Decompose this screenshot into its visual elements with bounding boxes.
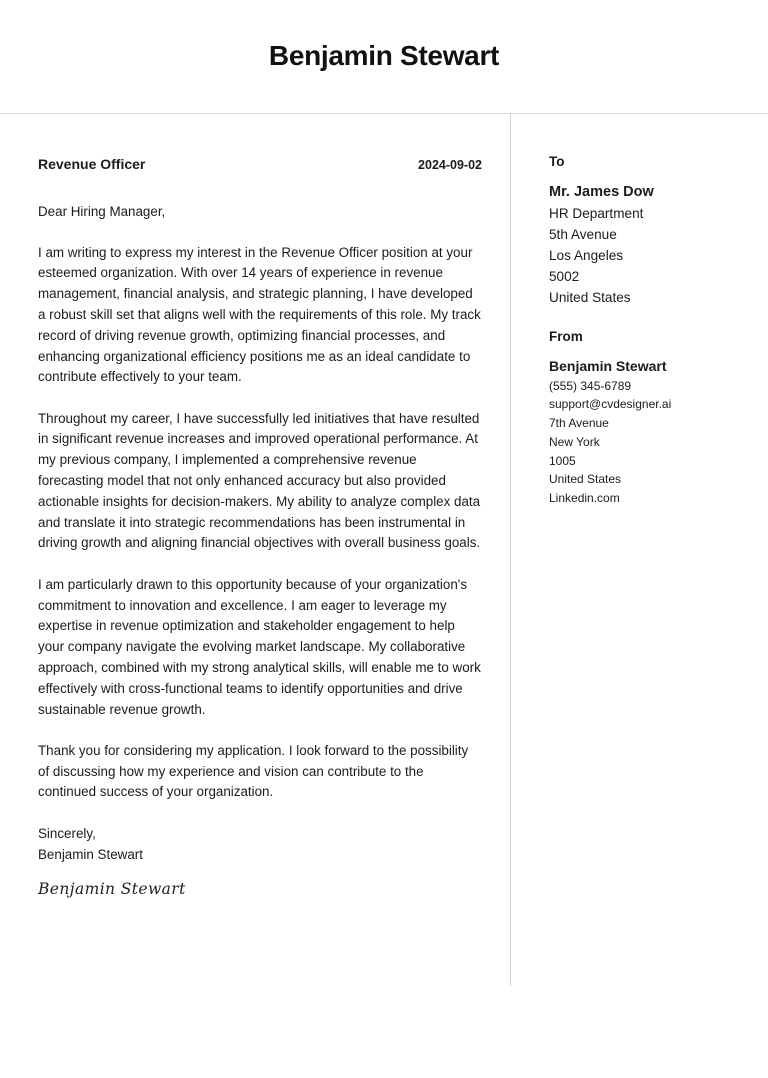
closing-name: Benjamin Stewart (38, 846, 143, 862)
signature: Benjamin Stewart (38, 880, 186, 899)
applicant-name: Benjamin Stewart (268, 40, 500, 71)
paragraph-4: Thank you for considering my application. I look forward to the possibility of discussing how my experience and vision can contribute to the continued success of your organization. (38, 742, 469, 800)
sender-phone: (555) 345-6789 (549, 378, 632, 393)
column-divider (510, 114, 511, 986)
recipient-department: HR Department (549, 205, 644, 221)
letter-date: 2024-09-02 (418, 158, 482, 172)
sender-street: 7th Avenue (549, 416, 609, 431)
closing: Sincerely, (38, 825, 96, 841)
greeting: Dear Hiring Manager, (38, 203, 166, 219)
recipient-country: United States (549, 289, 631, 305)
sender-country: United States (549, 472, 622, 487)
recipient-name: Mr. James Dow (549, 184, 654, 200)
letter-header (0, 0, 768, 114)
address-sidebar (549, 154, 759, 508)
from-heading: From (549, 328, 583, 344)
sender-website: Linkedin.com (549, 491, 620, 506)
sender-city: New York (549, 434, 600, 449)
recipient-postcode: 5002 (549, 268, 580, 284)
sender-email: support@cvdesigner.ai (549, 397, 672, 412)
job-title: Revenue Officer (38, 156, 146, 172)
to-heading: To (549, 154, 565, 169)
paragraph-2: Throughout my career, I have successfully led initiatives that have resulted in significant revenue increases and improved operational performance. At my previous company, I implemented a comprehensive revenue forecasting model that not only enhanced accuracy but also provided actionable insights for decision-makers. My ability to analyze complex data and translate it into strategic recommendations has been instrumental in driving growth and aligning financial objectives with overall business goals. (38, 410, 481, 551)
letter-body (38, 154, 482, 900)
sender-name: Benjamin Stewart (549, 357, 667, 374)
paragraph-3: I am particularly drawn to this opportunity because of your organization's commitment to innovation and excellence. I am eager to leverage my expertise in revenue optimization and stakeholder engagement to help your company navigate the evolving market landscape. My collaborative approach, combined with my strong analytical skills, will enable me to work effectively with cross-functional teams to identify opportunities and drive sustainable revenue growth. (38, 576, 481, 717)
letter-meta-row (38, 154, 482, 176)
recipient-city: Los Angeles (549, 247, 624, 263)
recipient-street: 5th Avenue (549, 226, 617, 242)
paragraph-1: I am writing to express my interest in the Revenue Officer position at your esteemed organization. With over 14 years of experience in revenue management, financial analysis, and strategic planning, I have developed a robust skill set that aligns well with the requirements of this role. My track record of driving revenue growth, optimizing financial processes, and enhancing organizational efficiency positions me as an ideal candidate to contribute effectively to your team. (38, 244, 481, 385)
sender-postcode: 1005 (549, 453, 576, 468)
